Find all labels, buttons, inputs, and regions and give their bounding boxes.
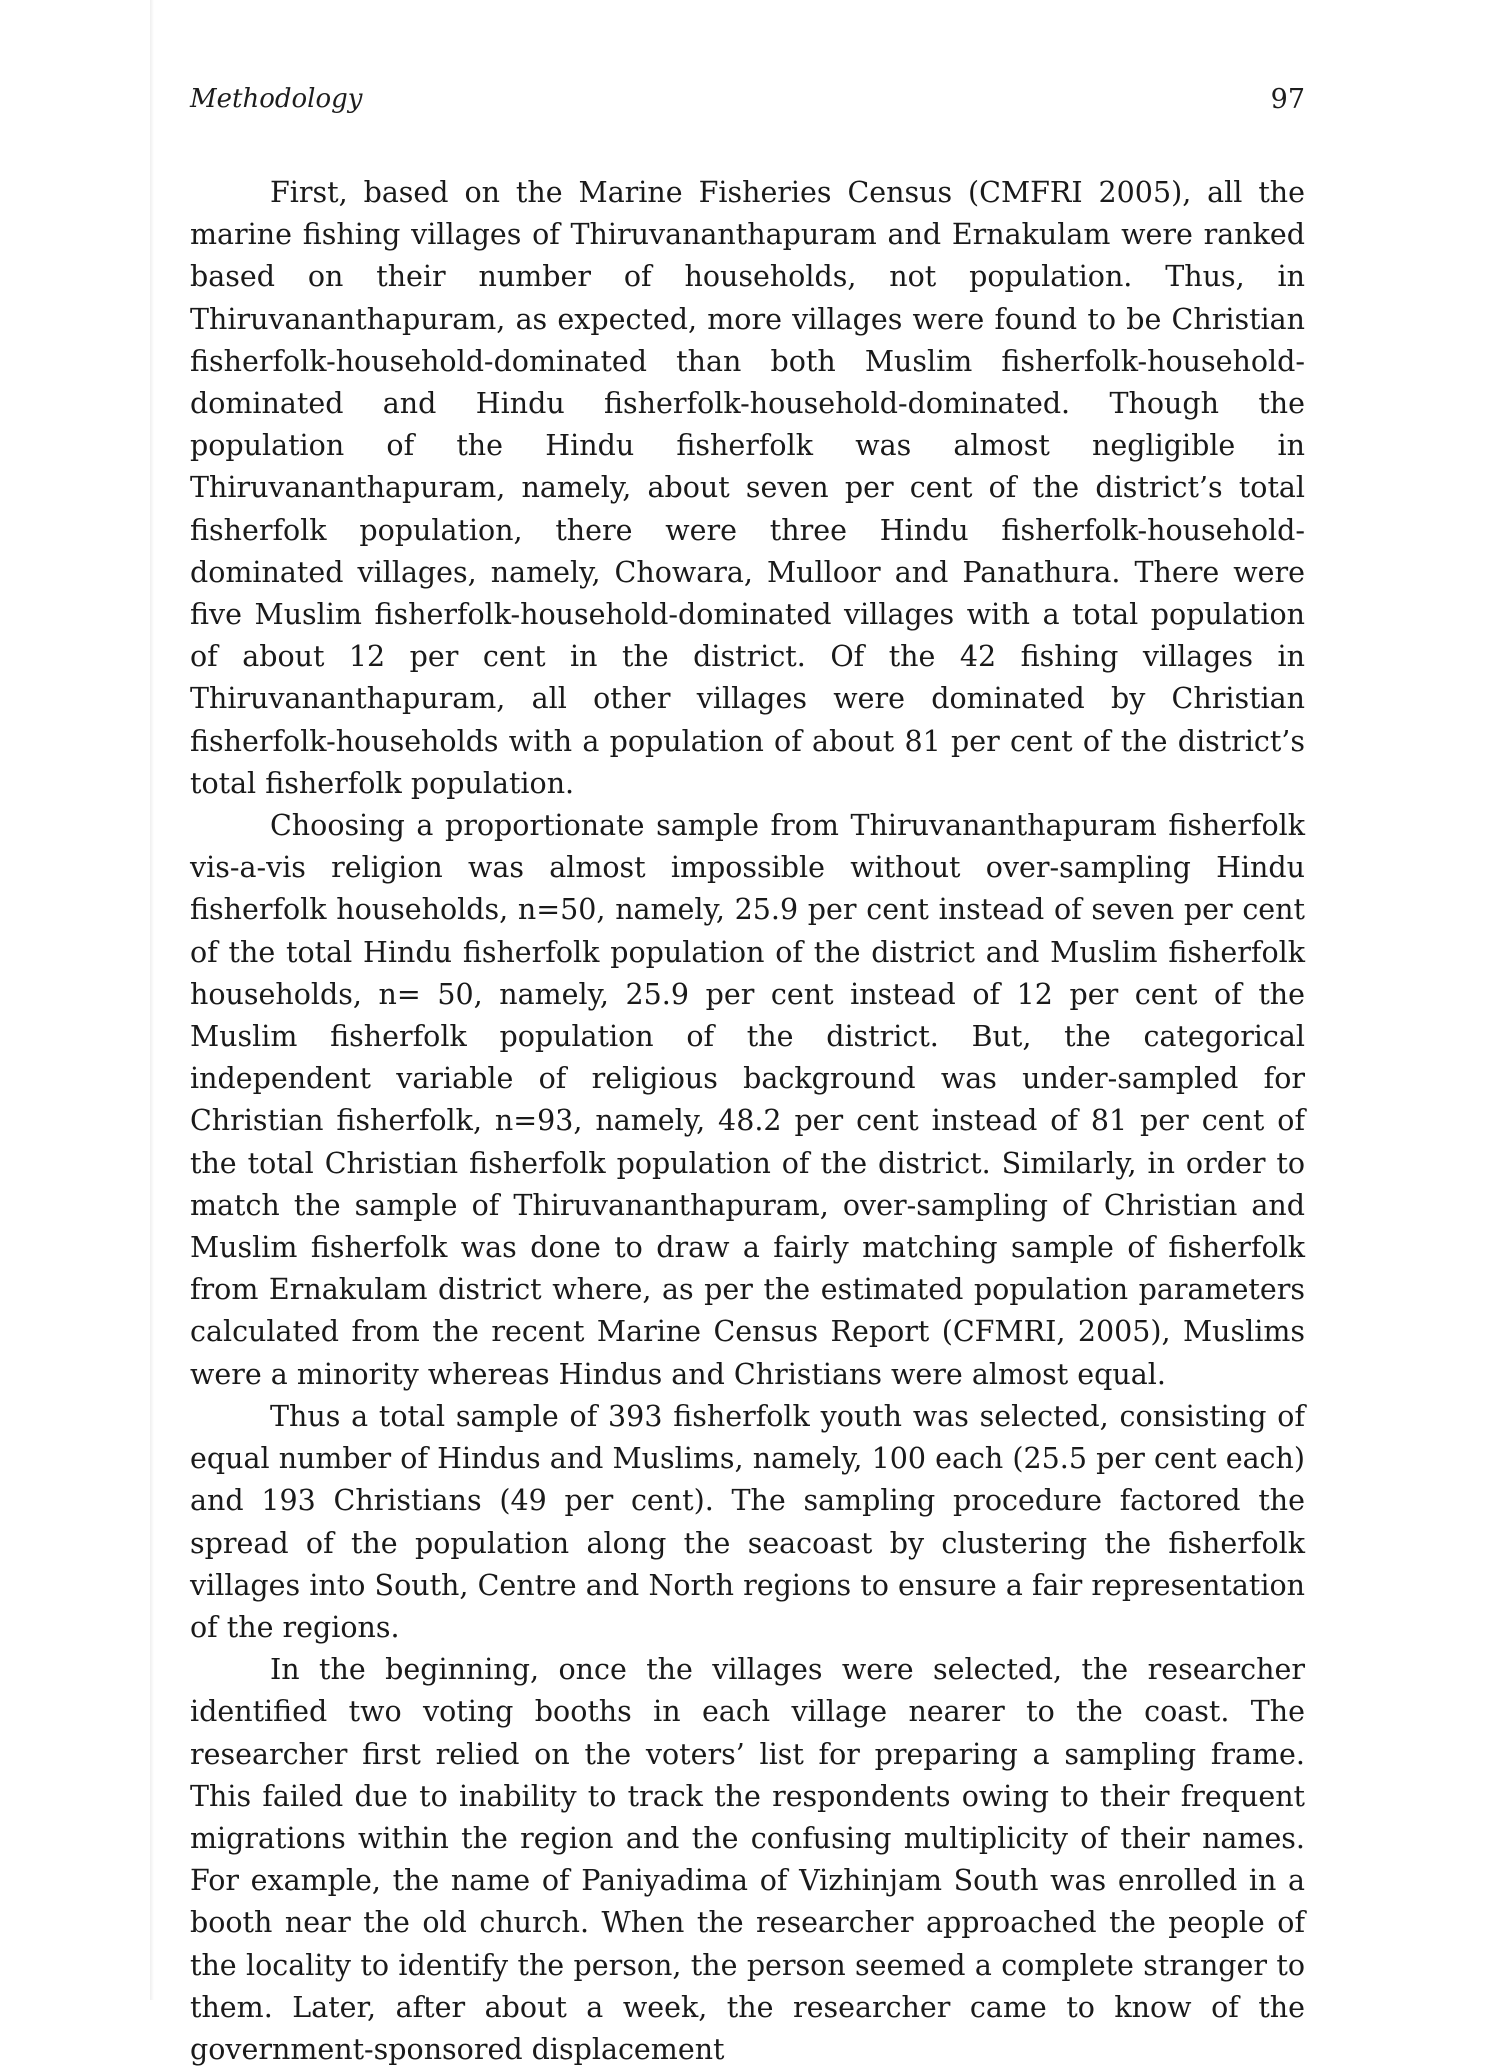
page-edge-shadow <box>150 0 154 2000</box>
page-header <box>190 84 1305 124</box>
body-text <box>190 172 1305 2071</box>
paragraph: In the beginning, once the villages were selected, the researcher identified two voting booths in each village nearer to the coast. The researcher first relied on the voters’ list for preparing a sampling frame. This failed due to inability to track the respondents owing to their frequent migrations within the region and the confusing multiplicity of their names. For example, the name of Paniyadima of Vizhinjam South was enrolled in a booth near the old church. When the researcher approached the people of the locality to identify the person, the person seemed a complete stranger to them. Later, after about a week, the researcher came to know of the government-sponsored displacement <box>190 1653 1305 2066</box>
running-head: Methodology <box>190 84 363 114</box>
paragraph: Choosing a proportionate sample from Thiruvananthapuram fisherfolk vis-a-vis religion was almost impossible without over-sampling Hindu fisherfolk households, n=50, namely, 25.9 per cent instead of seven per cent of the total Hindu fisherfolk population of the district and Muslim fisherfolk households, n= 50, namely, 25.9 per cent instead of 12 per cent of the Muslim fisherfolk population of the district. But, the categorical independent variable of religious background was under-sampled for Christian fisherfolk, n=93, namely, 48.2 per cent instead of 81 per cent of the total Christian fisherfolk population of the district. Similarly, in order to match the sample of Thiruvananthapuram, over-sampling of Christian and Muslim fisherfolk was done to draw a fairly matching sample of fisherfolk from Ernakulam district where, as per the estimated population parameters calculated from the recent Marine Census Report (CFMRI, 2005), Muslims were a minority whereas Hindus and Christians were almost equal. <box>190 809 1305 1391</box>
paragraph: Thus a total sample of 393 fisherfolk youth was selected, consisting of equal number of Hindus and Muslims, namely, 100 each (25.5 per cent each) and 193 Christians (49 per cent). The sampling procedure factored the spread of the population along the seacoast by clustering the fisherfolk villages into South, Centre and North regions to ensure a fair representation of the regions. <box>190 1399 1305 1644</box>
paragraph: First, based on the Marine Fisheries Census (CMFRI 2005), all the marine fishing villages of Thiruvananthapuram and Ernakulam were ranked based on their number of households, not population. Thus, in Thiruvananthapuram, as expected, more villages were found to be Christian fisherfolk-household-dominated than both Muslim fisherfolk-household-dominated and Hindu fisherfolk-household-dominated. Though the population of the Hindu fisherfolk was almost negligible in Thiruvananthapuram, namely, about seven per cent of the district’s total fisherfolk population, there were three Hindu fisherfolk-household-dominated villages, namely, Chowara, Mulloor and Panathura. There were five Muslim fisherfolk-household-dominated villages with a total population of about 12 per cent in the district. Of the 42 fishing villages in Thiruvananthapuram, all other villages were dominated by Christian fisherfolk-households with a population of about 81 per cent of the district’s total fisherfolk population. <box>190 176 1305 800</box>
page-number: 97 <box>1270 84 1305 115</box>
